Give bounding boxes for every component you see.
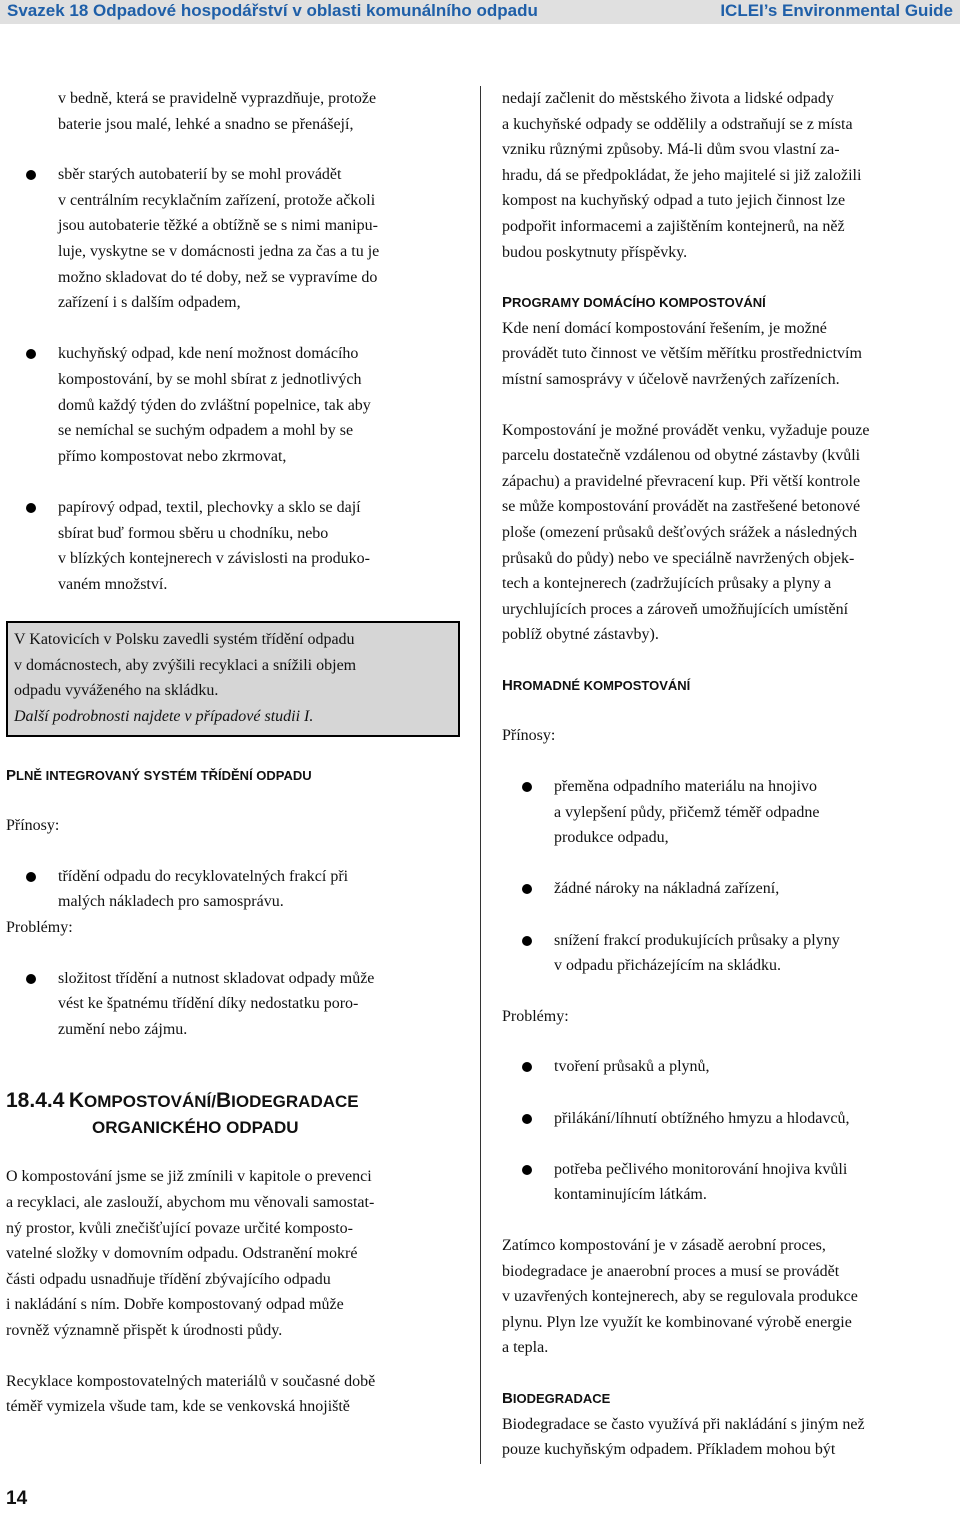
list-item: kuchyňský odpad, kde není možnost domácího kompostování, by se mohl sbírat z jednotlivých domů každý týden do zvláštní popelnice, tak aby se nemíchal se suchým odpadem a mohl by se přímo kompostovat nebo zkrmovat, bbox=[6, 341, 464, 469]
right-column bbox=[502, 86, 956, 1463]
bullet-icon bbox=[522, 1062, 532, 1072]
problems-list-right bbox=[502, 1054, 956, 1208]
bullet-icon bbox=[522, 782, 532, 792]
list-item: tvoření průsaků a plynů, bbox=[502, 1054, 956, 1080]
bullet-icon bbox=[26, 503, 36, 513]
running-header-guide: ICLEI’s Environmental Guide bbox=[720, 1, 953, 20]
list-item: složitost třídění a nutnost skladovat odpady může vést ke špatnému třídění díky nedostatku poro- zumění nebo zájmu. bbox=[6, 966, 464, 1043]
bullet-icon bbox=[26, 872, 36, 882]
column-divider bbox=[480, 86, 481, 1464]
bullet-icon bbox=[26, 349, 36, 359]
intro-continuation-right: nedají začlenit do městského života a lidské odpady a kuchyňské odpady se oddělily a odstraňují se z místa vzniku různými způsoby. Má-li dům svou vlastní za- hradu, dá se předpokládat, že jeho majitelé si již založili kompost na kuchyňský odpad a tuto jejich činnost lze podpořit informacemi a zajištěním kontejnerů, na něž budou poskytnuty příspěvky. bbox=[502, 90, 862, 261]
list-item: sběr starých autobaterií by se mohl provádět v centrálním recyklačním zařízení, protože ačkoli jsou autobaterie těžké a obtížně se s nimi manipu- luje, vyskytne se v domácnosti jedna za čas a tu je možno skladovat do té doby, než se vypravíme do zařízení i s dalším odpadem, bbox=[6, 162, 464, 316]
list-item: třídění odpadu do recyklovatelných frakcí při malých nákladech pro samosprávu. bbox=[6, 864, 464, 915]
programs-paragraph: Kde není domácí kompostování řešením, je možné provádět tuto činnost ve větším měřítku prostřednictvím místní samosprávy v účelově navržených zařízeních. bbox=[502, 319, 862, 388]
benefits-list bbox=[6, 864, 464, 915]
heading-home-composting: PROGRAMY DOMÁCÍHO KOMPOSTOVÁNÍ bbox=[502, 294, 766, 312]
section-heading: 18.4.4 KOMPOSTOVÁNÍ/BIODEGRADACE bbox=[6, 1089, 359, 1113]
running-header bbox=[0, 0, 960, 24]
section-number: 18.4.4 bbox=[6, 1089, 65, 1113]
list-item: papírový odpad, textil, plechovky a sklo se dají sbírat buď formou sběru u chodníku, nebo v blízkých kontejnerech v závislosti na produko- vaném množství. bbox=[6, 495, 464, 597]
benefits-label: Přínosy: bbox=[6, 817, 60, 835]
heading-mass-composting: HROMADNÉ KOMPOSTOVÁNÍ bbox=[502, 676, 691, 694]
problems-label: Problémy: bbox=[6, 919, 73, 937]
list-item: žádné nároky na nákladná zařízení, bbox=[502, 876, 956, 902]
bullet-icon bbox=[522, 1165, 532, 1175]
biodegradation-paragraph: Biodegradace se často využívá při nakládání s jiným než pouze kuchyňským odpadem. Příkladem mohou být bbox=[502, 1415, 865, 1459]
list-item: potřeba pečlivého monitorování hnojiva kvůli kontaminujícím látkám. bbox=[502, 1157, 956, 1208]
intro-continuation: v bedně, která se pravidelně vyprazdňuje, protože baterie jsou malé, lehké a snadno se přenášejí, bbox=[58, 90, 377, 133]
aerobic-paragraph: Zatímco kompostování je v zásadě aerobní proces, biodegradace je anaerobní proces a musí se provádět v uzavřených kontejnerech, aby se regulovala produkce plynu. Plyn lze využít ke kombinované výrobě energie a tepla. bbox=[502, 1236, 858, 1357]
bullet-icon bbox=[522, 1114, 532, 1124]
page-number: 14 bbox=[6, 1488, 28, 1509]
left-column bbox=[6, 86, 464, 1420]
bullet-icon bbox=[26, 170, 36, 180]
heading-biodegradation: BIODEGRADACE bbox=[502, 1389, 611, 1407]
benefits-label-right: Přínosy: bbox=[502, 727, 556, 745]
section-heading-line2: ORGANICKÉHO ODPADU bbox=[92, 1118, 299, 1138]
callout-reference: Další podrobnosti najdete v případové studii I. bbox=[14, 708, 314, 726]
collection-bullets bbox=[6, 162, 464, 597]
problems-list bbox=[6, 966, 464, 1043]
bullet-icon bbox=[522, 884, 532, 894]
running-header-title: Svazek 18 Odpadové hospodářství v oblasti komunálního odpadu bbox=[7, 1, 538, 20]
list-item: snížení frakcí produkujících průsaky a plyny v odpadu přicházejícím na skládku. bbox=[502, 928, 956, 979]
heading-integrated-system: PLNĚ INTEGROVANÝ SYSTÉM TŘÍDĚNÍ ODPADU bbox=[6, 766, 312, 784]
benefits-list-right bbox=[502, 774, 956, 979]
composting-paragraph: O kompostování jsme se již zmínili v kapitole o prevenci a recyklaci, ale zaslouží, abychom mu věnovali samostat- ný prostor, kvůli znečišťující povaze určité komposto- vatelné složky v domovním odpadu. Odstranění mokré části odpadu usnadňuje třídění zbývajícího odpadu i nakládání s ním. Dobře kompostovaný odpad může rovněž významně přispět k úrodnosti půdy. bbox=[6, 1168, 375, 1339]
case-study-callout bbox=[6, 621, 460, 736]
bullet-icon bbox=[522, 936, 532, 946]
list-item: přeměna odpadního materiálu na hnojivo a vylepšení půdy, přičemž téměř odpadne produkce odpadu, bbox=[502, 774, 956, 851]
outdoor-composting-paragraph: Kompostování je možné provádět venku, vyžaduje pouze parcelu dostatečně vzdálenou od obytné zástavby (kvůli zápachu) a pravidelné převracení kup. Při větší kontrole se může kompostování provádět na zastřešené betonové ploše (omezení průsaků dešťových srážek a následných průsaků do půdy) nebo ve speciálně navržených objek- tech a kontejnerech (zadržujících průsaky a plyny a urychlujících proces a zároveň umožňujících umístění poblíž obytné zástavby). bbox=[502, 421, 870, 644]
callout-text: V Katovicích v Polsku zavedli systém třídění odpadu v domácnostech, aby zvýšili recyklaci a snížili objem odpadu vyváženého na skládku. bbox=[14, 631, 357, 700]
bullet-icon bbox=[26, 974, 36, 984]
recycling-paragraph: Recyklace kompostovatelných materiálů v současné době téměř vymizela všude tam, kde se venkovská hnojiště bbox=[6, 1372, 376, 1416]
list-item: přilákání/líhnutí obtížného hmyzu a hlodavců, bbox=[502, 1106, 956, 1132]
problems-label-right: Problémy: bbox=[502, 1007, 569, 1025]
